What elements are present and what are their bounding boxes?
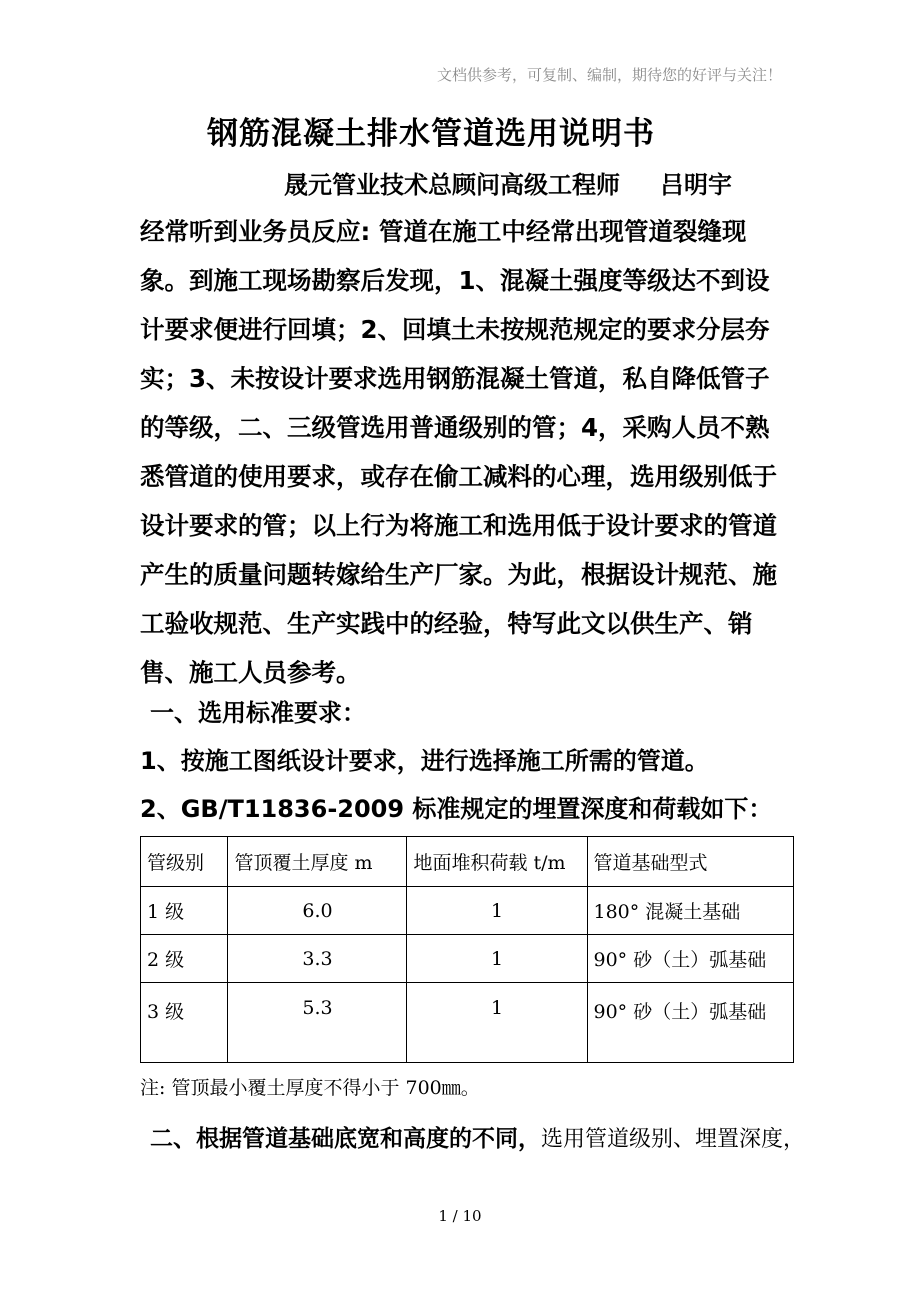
table-cell: 3 级	[141, 983, 228, 1063]
table-cell: 180° 混凝土基础	[587, 887, 794, 935]
table-note: 注: 管顶最小覆土厚度不得小于 700㎜。	[140, 1077, 480, 1099]
section-2-heading	[150, 1120, 805, 1153]
section-1-heading: 一、选用标准要求：	[150, 699, 366, 727]
author-name: 吕明宇	[660, 171, 732, 199]
section-2-heading-rest: 选用管道级别、埋置深度，	[541, 1127, 806, 1152]
table-row	[141, 983, 794, 1063]
table-cell: 1	[407, 887, 587, 935]
section-1-item-1: 1、按施工图纸设计要求，进行选择施工所需的管道。	[140, 747, 709, 775]
table-cell: 6.0	[228, 887, 407, 935]
table-header-cell: 管顶覆土厚度 m	[228, 837, 407, 887]
table-cell: 3.3	[228, 935, 407, 983]
burial-depth-load-table	[140, 836, 794, 1063]
table-header-cell: 地面堆积荷载 t/m	[407, 837, 587, 887]
table-cell: 1	[407, 935, 587, 983]
author-affiliation: 晟元管业技术总顾问高级工程师	[284, 171, 620, 199]
intro-text: 经常听到业务员反应: 管道在施工中经常出现管道裂缝现象。到施工现场勘察后发现，1、混凝土强度等级达不到设计要求便进行回填；2、回填土未按规范规定的要求分层夯实；3、未按设计要求选用钢筋混凝土管道，私自降低管子的等级，二、三级管选用普通级别的管；4，采购人员不熟悉管道的使用要求，或存在偷工减料的心理，选用级别低于设计要求的管；以上行为将施工和选用低于设计要求的管道产生的质量问题转嫁给生产厂家。为此，根据设计规范、施工验收规范、生产实践中的经验，特写此文以供生产、销售、施工人员参考。	[140, 217, 777, 687]
table-cell: 90° 砂（土）弧基础	[587, 983, 794, 1063]
page-number: 1 / 10	[438, 1207, 482, 1225]
table-cell: 5.3	[228, 983, 407, 1063]
author-line	[284, 165, 732, 200]
section-2-heading-bold: 二、根据管道基础底宽和高度的不同，	[150, 1126, 541, 1152]
table-cell: 1	[407, 983, 587, 1063]
table-cell: 2 级	[141, 935, 228, 983]
intro-paragraph	[140, 207, 790, 697]
section-1-item-2: 2、GB/T11836-2009 标准规定的埋置深度和荷载如下：	[140, 795, 773, 823]
table-cell: 90° 砂（土）弧基础	[587, 935, 794, 983]
table-row	[141, 887, 794, 935]
table-cell: 1 级	[141, 887, 228, 935]
table-header-cell: 管道基础型式	[587, 837, 794, 887]
table-row	[141, 935, 794, 983]
table-header-cell: 管级别	[141, 837, 228, 887]
table-header-row	[141, 837, 794, 887]
document-title: 钢筋混凝土排水管道选用说明书	[207, 116, 655, 152]
header-note: 文档供参考，可复制、编制，期待您的好评与关注！	[436, 66, 782, 84]
